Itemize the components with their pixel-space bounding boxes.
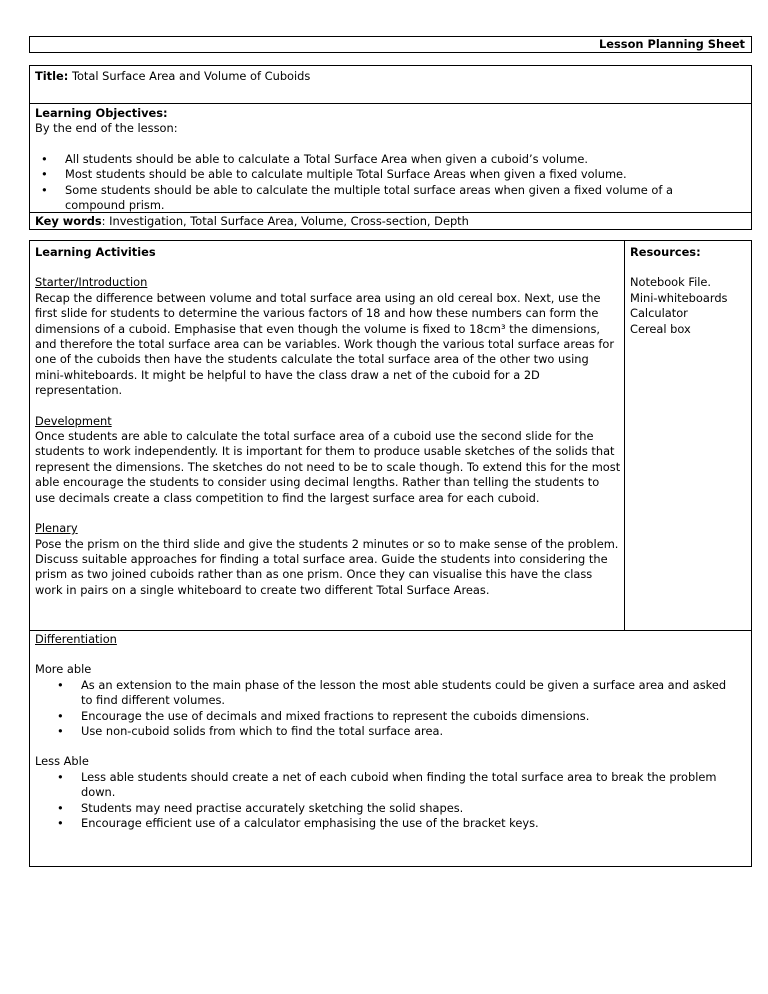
activities-section — [35, 245, 621, 598]
objectives-intro: By the end of the lesson: — [35, 121, 178, 136]
more-able-item: • Use non-cuboid solids from which to find the total surface area. — [35, 724, 737, 739]
resource-item: Mini-whiteboards — [630, 290, 728, 305]
more-able-list — [35, 678, 737, 740]
plenary-heading: Plenary — [35, 521, 78, 536]
sheet-title: Lesson Planning Sheet — [599, 37, 745, 51]
activities-heading: Learning Activities — [35, 245, 156, 259]
development-heading: Development — [35, 413, 112, 428]
plenary-text: Pose the prism on the third slide and give the students 2 minutes or so to make sense of the problem. Discuss suitable approaches for finding a total surface area. Guide the students into considering the prism as two joined cuboids rather than as one prism. Once they can visualise this have the class work in pairs on a single whiteboard to create two different Total Surface Areas. — [35, 536, 619, 597]
resources-section — [630, 245, 748, 337]
lesson-title: Total Surface Area and Volume of Cuboids — [71, 69, 311, 83]
resources-heading: Resources: — [630, 245, 701, 259]
more-able-item: • As an extension to the main phase of the lesson the most able students could be given a surface area and asked to find different volumes. — [35, 678, 737, 709]
resource-item: Calculator — [630, 306, 688, 321]
objective-item: • All students should be able to calculate a Total Surface Area when given a cuboid’s volume. — [35, 152, 719, 167]
keywords-value: : Investigation, Total Surface Area, Volume, Cross-section, Depth — [101, 214, 469, 228]
keywords-label: Key words — [35, 214, 102, 228]
objectives-section — [35, 106, 719, 213]
less-able-list — [35, 770, 737, 832]
more-able-item: • Encourage the use of decimals and mixed fractions to represent the cuboids dimensions. — [35, 709, 737, 724]
more-able-heading: More able — [35, 662, 92, 677]
objective-item: • Some students should be able to calculate the multiple total surface areas when given a fixed volume of a compound prism. — [35, 183, 719, 214]
development-text: Once students are able to calculate the total surface area of a cuboid use the second slide for the students to work independently. It is important for them to produce usable sketches of the solids that represent the dimensions. The sketches do not need to be to scale though. To extend this for the most able encourage the students to consider using decimal lengths. Rather than telling the students to use decimals create a class competition to find the largest surface area for each cuboid. — [35, 429, 621, 505]
activities-box — [29, 240, 752, 867]
title-label: Title: — [35, 69, 69, 83]
differentiation-section — [35, 632, 737, 831]
differentiation-divider — [30, 630, 751, 631]
objective-item: • Most students should be able to calculate multiple Total Surface Areas when given a fixed volume. — [35, 167, 719, 182]
resource-item: Notebook File. — [630, 275, 712, 290]
less-able-item: • Students may need practise accurately sketching the solid shapes. — [35, 801, 737, 816]
less-able-heading: Less Able — [35, 754, 89, 769]
title-row — [35, 69, 746, 84]
less-able-item: • Less able students should create a net of each cuboid when finding the total surface area to break the problem down. — [35, 770, 737, 801]
starter-heading: Starter/Introduction — [35, 275, 148, 290]
objectives-heading: Learning Objectives: — [35, 106, 168, 120]
differentiation-heading: Differentiation — [35, 632, 117, 646]
resources-divider — [624, 241, 625, 630]
lesson-info-box — [29, 65, 752, 230]
starter-text: Recap the difference between volume and total surface area using an old cereal box. Next, use the first slide for students to determine the various factors of 18 and how these numbers can form the dimensions of a cuboid. Emphasise that even though the volume is fixed to 18cm³ the dimensions, and therefore the total surface area can be variables. Work though the various total surface areas for one of the cuboids then have the students calculate the total surface area of the other two using mini-whiteboards. It might be helpful to have the class draw a net of the cuboid for a 2D representation. — [35, 290, 615, 398]
resource-item: Cereal box — [630, 321, 691, 336]
title-divider — [30, 103, 751, 104]
less-able-item: • Encourage efficient use of a calculator emphasising the use of the bracket keys. — [35, 816, 737, 831]
header-box — [29, 36, 752, 53]
keywords-row — [35, 214, 746, 229]
keywords-divider — [30, 212, 751, 213]
objectives-list — [35, 152, 719, 214]
